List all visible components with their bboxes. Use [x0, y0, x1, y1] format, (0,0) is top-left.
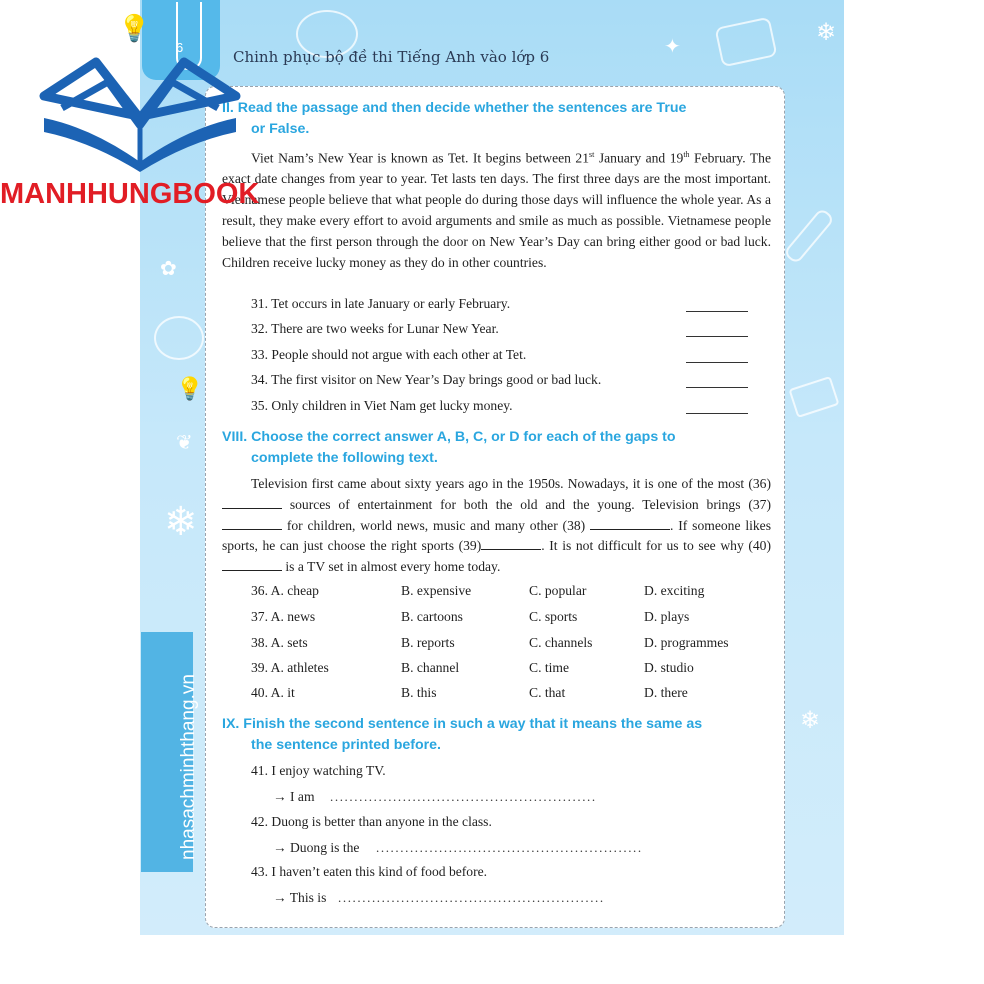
option-choice[interactable]: C. sports	[529, 609, 578, 624]
option-choice[interactable]: D. exciting	[644, 583, 705, 598]
question-41: 41. I enjoy watching TV.	[251, 763, 386, 778]
answer-prefix-41: → I am	[273, 789, 315, 804]
snowflake-icon: ❄	[800, 708, 821, 734]
question-43: 43. I haven’t eaten this kind of food before.	[251, 864, 488, 879]
answer-blank-32[interactable]	[686, 336, 748, 337]
passage-text: Viet Nam’s New Year is known as Tet. It begins between 21	[251, 150, 590, 166]
option-choice[interactable]: C. that	[529, 685, 566, 700]
option-choice[interactable]: B. this	[401, 685, 437, 700]
passage-text: February. The exact date changes from year to year. Tet lasts ten days. The first three days are the most important. Vietnamese people believe that what people do during those days will influence the whole year. As a result, they make every effort to avoid arguments and smile as much as possible. Vietnamese people believe that the first person through the door on New Year’s Day can bring either good or bad luck. Children receive lucky money as they do in other countries.	[222, 150, 771, 270]
gap-36[interactable]	[222, 495, 282, 509]
snowflake-icon: ❄	[816, 20, 837, 46]
section-8-passage	[222, 474, 771, 578]
passage-text: January and 19	[594, 150, 684, 166]
option-choice[interactable]: B. expensive	[401, 583, 472, 598]
passage-text: for children, world news, music and many other (38)	[282, 517, 591, 533]
section-8-title-line2: complete the following text.	[251, 450, 438, 466]
lightbulb-icon: 💡	[118, 14, 151, 43]
answer-line-41[interactable]: .......................................................	[330, 789, 597, 804]
superscript: st	[589, 150, 595, 159]
question-34: 34. The first visitor on New Year’s Day brings good or bad luck.	[251, 372, 602, 387]
option-choice[interactable]: D. studio	[644, 660, 694, 675]
answer-blank-34[interactable]	[686, 387, 748, 388]
passage-text: . If someone likes sports, he can just choose the right sports (39)	[222, 517, 771, 554]
option-row-label: 36. A. cheap	[251, 583, 319, 598]
section-7-title	[222, 98, 774, 140]
section-7-title-line1: II. Read the passage and then decide whether the sentences are True	[222, 100, 687, 116]
option-choice[interactable]: C. time	[529, 660, 570, 675]
option-choice[interactable]: D. there	[644, 685, 688, 700]
answer-prefix-42: → Duong is the	[273, 840, 360, 855]
section-8-title-line1: VIII. Choose the correct answer A, B, C, or D for each of the gaps to	[222, 429, 676, 445]
option-choice[interactable]: D. programmes	[644, 635, 729, 650]
page-number: 6	[176, 40, 184, 55]
option-row-label: 37. A. news	[251, 609, 316, 624]
option-row-label: 38. A. sets	[251, 635, 308, 650]
section-9-title-line2: the sentence printed before.	[251, 737, 441, 753]
section-8-title	[222, 427, 774, 469]
gap-39[interactable]	[481, 536, 541, 550]
passage-text: is a TV set in almost every home today.	[282, 559, 501, 575]
option-row-label: 39. A. athletes	[251, 660, 329, 675]
bulb-doodle-icon: 💡	[176, 376, 204, 401]
answer-blank-31[interactable]	[686, 311, 748, 312]
question-33: 33. People should not argue with each other at Tet.	[251, 347, 527, 362]
option-choice[interactable]: D. plays	[644, 609, 690, 624]
logo	[0, 0, 290, 220]
page-margin-bottom	[140, 935, 844, 984]
option-choice[interactable]: B. cartoons	[401, 609, 463, 624]
answer-line-42[interactable]: .......................................................	[376, 840, 643, 855]
logo-text-part2: BOOK	[172, 178, 260, 210]
side-url: nhasachminhthang.vn	[178, 674, 199, 860]
gap-37[interactable]	[222, 516, 282, 530]
option-choice[interactable]: C. channels	[529, 635, 593, 650]
answer-blank-35[interactable]	[686, 413, 748, 414]
question-35: 35. Only children in Viet Nam get lucky money.	[251, 398, 513, 413]
option-choice[interactable]: B. reports	[401, 635, 455, 650]
section-7-title-line2: or False.	[251, 121, 310, 137]
answer-blank-33[interactable]	[686, 362, 748, 363]
gap-40[interactable]	[222, 557, 282, 571]
option-choice[interactable]: B. channel	[401, 660, 460, 675]
butterfly-doodle-icon: ✦	[664, 36, 681, 58]
section-7-passage	[222, 145, 771, 273]
superscript: th	[683, 150, 690, 159]
snowflake-icon: ❄	[164, 499, 198, 544]
gap-38[interactable]	[590, 516, 670, 530]
logo-text	[0, 178, 259, 211]
header-title: Chinh phục bộ đề thi Tiếng Anh vào lớp 6	[233, 48, 550, 66]
option-choice[interactable]: C. popular	[529, 583, 587, 598]
answer-line-43[interactable]: .......................................................	[338, 890, 605, 905]
logo-text-part1: MANHHUNG	[0, 178, 173, 210]
leaf-doodle-icon: ❦	[176, 432, 193, 454]
leaf-doodle-icon: ✿	[160, 258, 177, 280]
question-31: 31. Tet occurs in late January or early February.	[251, 296, 511, 311]
section-9-title	[222, 714, 774, 756]
question-42: 42. Duong is better than anyone in the class.	[251, 814, 492, 829]
passage-text: sources of entertainment for both the old and the young. Television brings (37)	[282, 496, 771, 512]
question-32: 32. There are two weeks for Lunar New Year.	[251, 321, 499, 336]
passage-text: Television first came about sixty years ago in the 1950s. Nowadays, it is one of the most (36)	[251, 476, 771, 491]
answer-prefix-43: → This is	[273, 890, 327, 905]
passage-text: . It is not difficult for us to see why (40)	[541, 538, 771, 554]
bubble-doodle-icon	[154, 316, 204, 360]
option-row-label: 40. A. it	[251, 685, 295, 700]
section-9-title-line1: IX. Finish the second sentence in such a way that it means the same as	[222, 716, 703, 732]
